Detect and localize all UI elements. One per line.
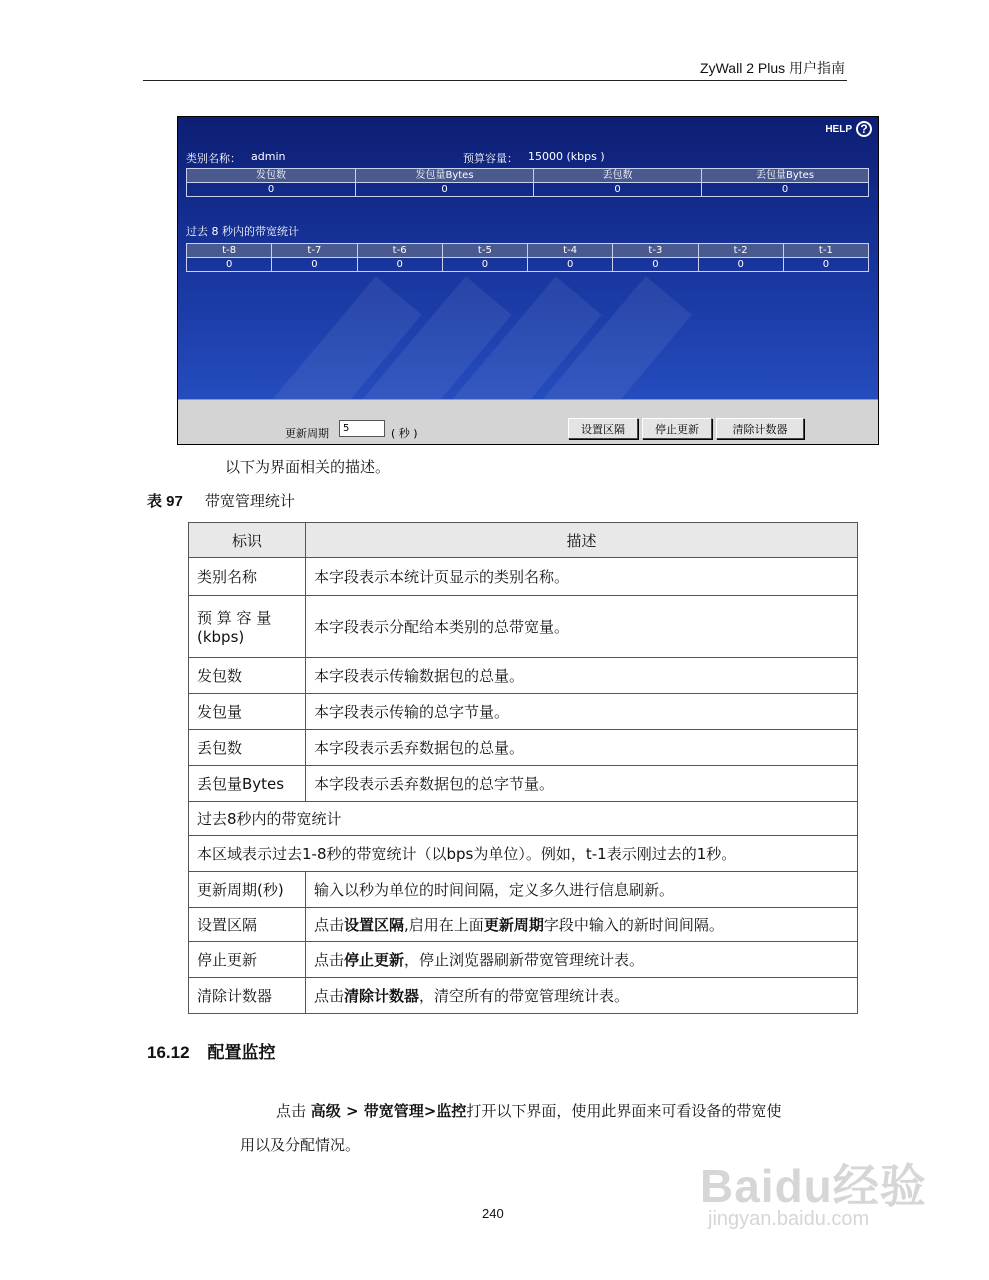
section-heading bbox=[147, 1038, 276, 1063]
watermark-logo: Baidu经验 bbox=[700, 1160, 927, 1212]
section-title: 配置监控 bbox=[207, 1043, 276, 1063]
row-label: 设置区隔 bbox=[189, 908, 306, 942]
row-description: 点击停止更新，停止浏览器刷新带宽管理统计表。 bbox=[306, 942, 858, 978]
set-interval-button[interactable]: 设置区隔 bbox=[568, 418, 638, 439]
row-label: 发包数 bbox=[189, 658, 306, 694]
history-label: 过去 8 秒内的带宽统计 bbox=[186, 225, 299, 238]
row-description: 点击清除计数器，清空所有的带宽管理统计表。 bbox=[306, 978, 858, 1014]
menu-path: 高级 > 带宽管理>监控 bbox=[310, 1102, 467, 1120]
help-label: HELP bbox=[825, 123, 852, 135]
page-header bbox=[143, 56, 847, 81]
category-label: 类别名称： bbox=[186, 152, 241, 165]
budget-label: 预算容量： bbox=[463, 152, 518, 165]
row-description: 输入以秒为单位的时间间隔，定义多久进行信息刷新。 bbox=[306, 872, 858, 908]
body-paragraph-continued: 用以及分配情况。 bbox=[240, 1136, 361, 1154]
table-header: t-3 bbox=[613, 244, 698, 258]
table-cell: 0 bbox=[356, 183, 534, 197]
table-cell: 0 bbox=[698, 258, 783, 272]
table-header: t-6 bbox=[357, 244, 442, 258]
section-row: 过去8秒内的带宽统计 bbox=[189, 802, 858, 836]
refresh-interval-input[interactable] bbox=[339, 420, 385, 437]
table-header: 丢包量Bytes bbox=[702, 169, 869, 183]
row-label: 停止更新 bbox=[189, 942, 306, 978]
header-title: ZyWall 2 Plus 用户指南 bbox=[700, 60, 845, 76]
table-cell: 0 bbox=[528, 258, 613, 272]
refresh-label: 更新周期 bbox=[285, 427, 329, 440]
table-header: t-5 bbox=[442, 244, 527, 258]
refresh-unit: ( 秒 ) bbox=[391, 427, 418, 440]
table-header: t-4 bbox=[528, 244, 613, 258]
table-cell: 0 bbox=[357, 258, 442, 272]
table-name: 带宽管理统计 bbox=[204, 492, 295, 510]
packet-stats-table bbox=[186, 168, 869, 197]
column-header-description: 描述 bbox=[306, 523, 858, 558]
row-description: 本字段表示传输数据包的总量。 bbox=[306, 658, 858, 694]
history-stats-table bbox=[186, 243, 869, 272]
table-cell: 0 bbox=[442, 258, 527, 272]
row-description: 本字段表示分配给本类别的总带宽量。 bbox=[306, 596, 858, 658]
row-label: 清除计数器 bbox=[189, 978, 306, 1014]
row-description: 本字段表示传输的总字节量。 bbox=[306, 694, 858, 730]
section-description: 本区域表示过去1-8秒的带宽统计（以bps为单位）。例如，t-1表示刚过去的1秒。 bbox=[189, 836, 858, 872]
table-header: t-2 bbox=[698, 244, 783, 258]
row-description: 点击设置区隔,启用在上面更新周期字段中输入的新时间间隔。 bbox=[306, 908, 858, 942]
row-label: 丢包数 bbox=[189, 730, 306, 766]
caption: 以下为界面相关的描述。 bbox=[225, 458, 391, 476]
table-cell: 0 bbox=[187, 183, 356, 197]
row-label: 丢包量Bytes bbox=[189, 766, 306, 802]
section-number: 16.12 bbox=[147, 1043, 190, 1062]
row-label: 发包量 bbox=[189, 694, 306, 730]
table-number: 表 97 bbox=[147, 493, 183, 510]
table-cell: 0 bbox=[613, 258, 698, 272]
page-number: 240 bbox=[482, 1206, 504, 1221]
table-header: t-1 bbox=[783, 244, 868, 258]
control-bar bbox=[178, 399, 879, 445]
row-description: 本字段表示本统计页显示的类别名称。 bbox=[306, 558, 858, 596]
table-cell: 0 bbox=[534, 183, 702, 197]
table-title bbox=[147, 490, 295, 511]
row-label: 预 算 容 量 (kbps) bbox=[189, 596, 306, 658]
table-header: 丢包数 bbox=[534, 169, 702, 183]
help-icon: ? bbox=[856, 121, 872, 137]
clear-counters-button[interactable]: 清除计数器 bbox=[716, 418, 804, 439]
category-value: admin bbox=[251, 150, 286, 163]
table-cell: 0 bbox=[272, 258, 357, 272]
row-label: 类别名称 bbox=[189, 558, 306, 596]
stop-update-button[interactable]: 停止更新 bbox=[642, 418, 712, 439]
table-header: t-8 bbox=[187, 244, 272, 258]
body-paragraph: 点击 高级 > 带宽管理>监控打开以下界面，使用此界面来可看设备的带宽使 bbox=[276, 1102, 782, 1120]
budget-value: 15000 (kbps ) bbox=[528, 150, 605, 163]
bandwidth-stats-screenshot bbox=[177, 116, 879, 445]
table-header: 发包数 bbox=[187, 169, 356, 183]
column-header-label: 标识 bbox=[189, 523, 306, 558]
watermark-url: jingyan.baidu.com bbox=[708, 1208, 870, 1230]
help-link[interactable] bbox=[825, 121, 872, 137]
row-description: 本字段表示丢弃数据包的总量。 bbox=[306, 730, 858, 766]
watermark bbox=[700, 1150, 940, 1250]
table-header: t-7 bbox=[272, 244, 357, 258]
table-cell: 0 bbox=[783, 258, 868, 272]
table-cell: 0 bbox=[187, 258, 272, 272]
row-label: 更新周期(秒) bbox=[189, 872, 306, 908]
row-description: 本字段表示丢弃数据包的总字节量。 bbox=[306, 766, 858, 802]
description-table bbox=[188, 522, 858, 1014]
table-cell: 0 bbox=[702, 183, 869, 197]
table-header: 发包量Bytes bbox=[356, 169, 534, 183]
